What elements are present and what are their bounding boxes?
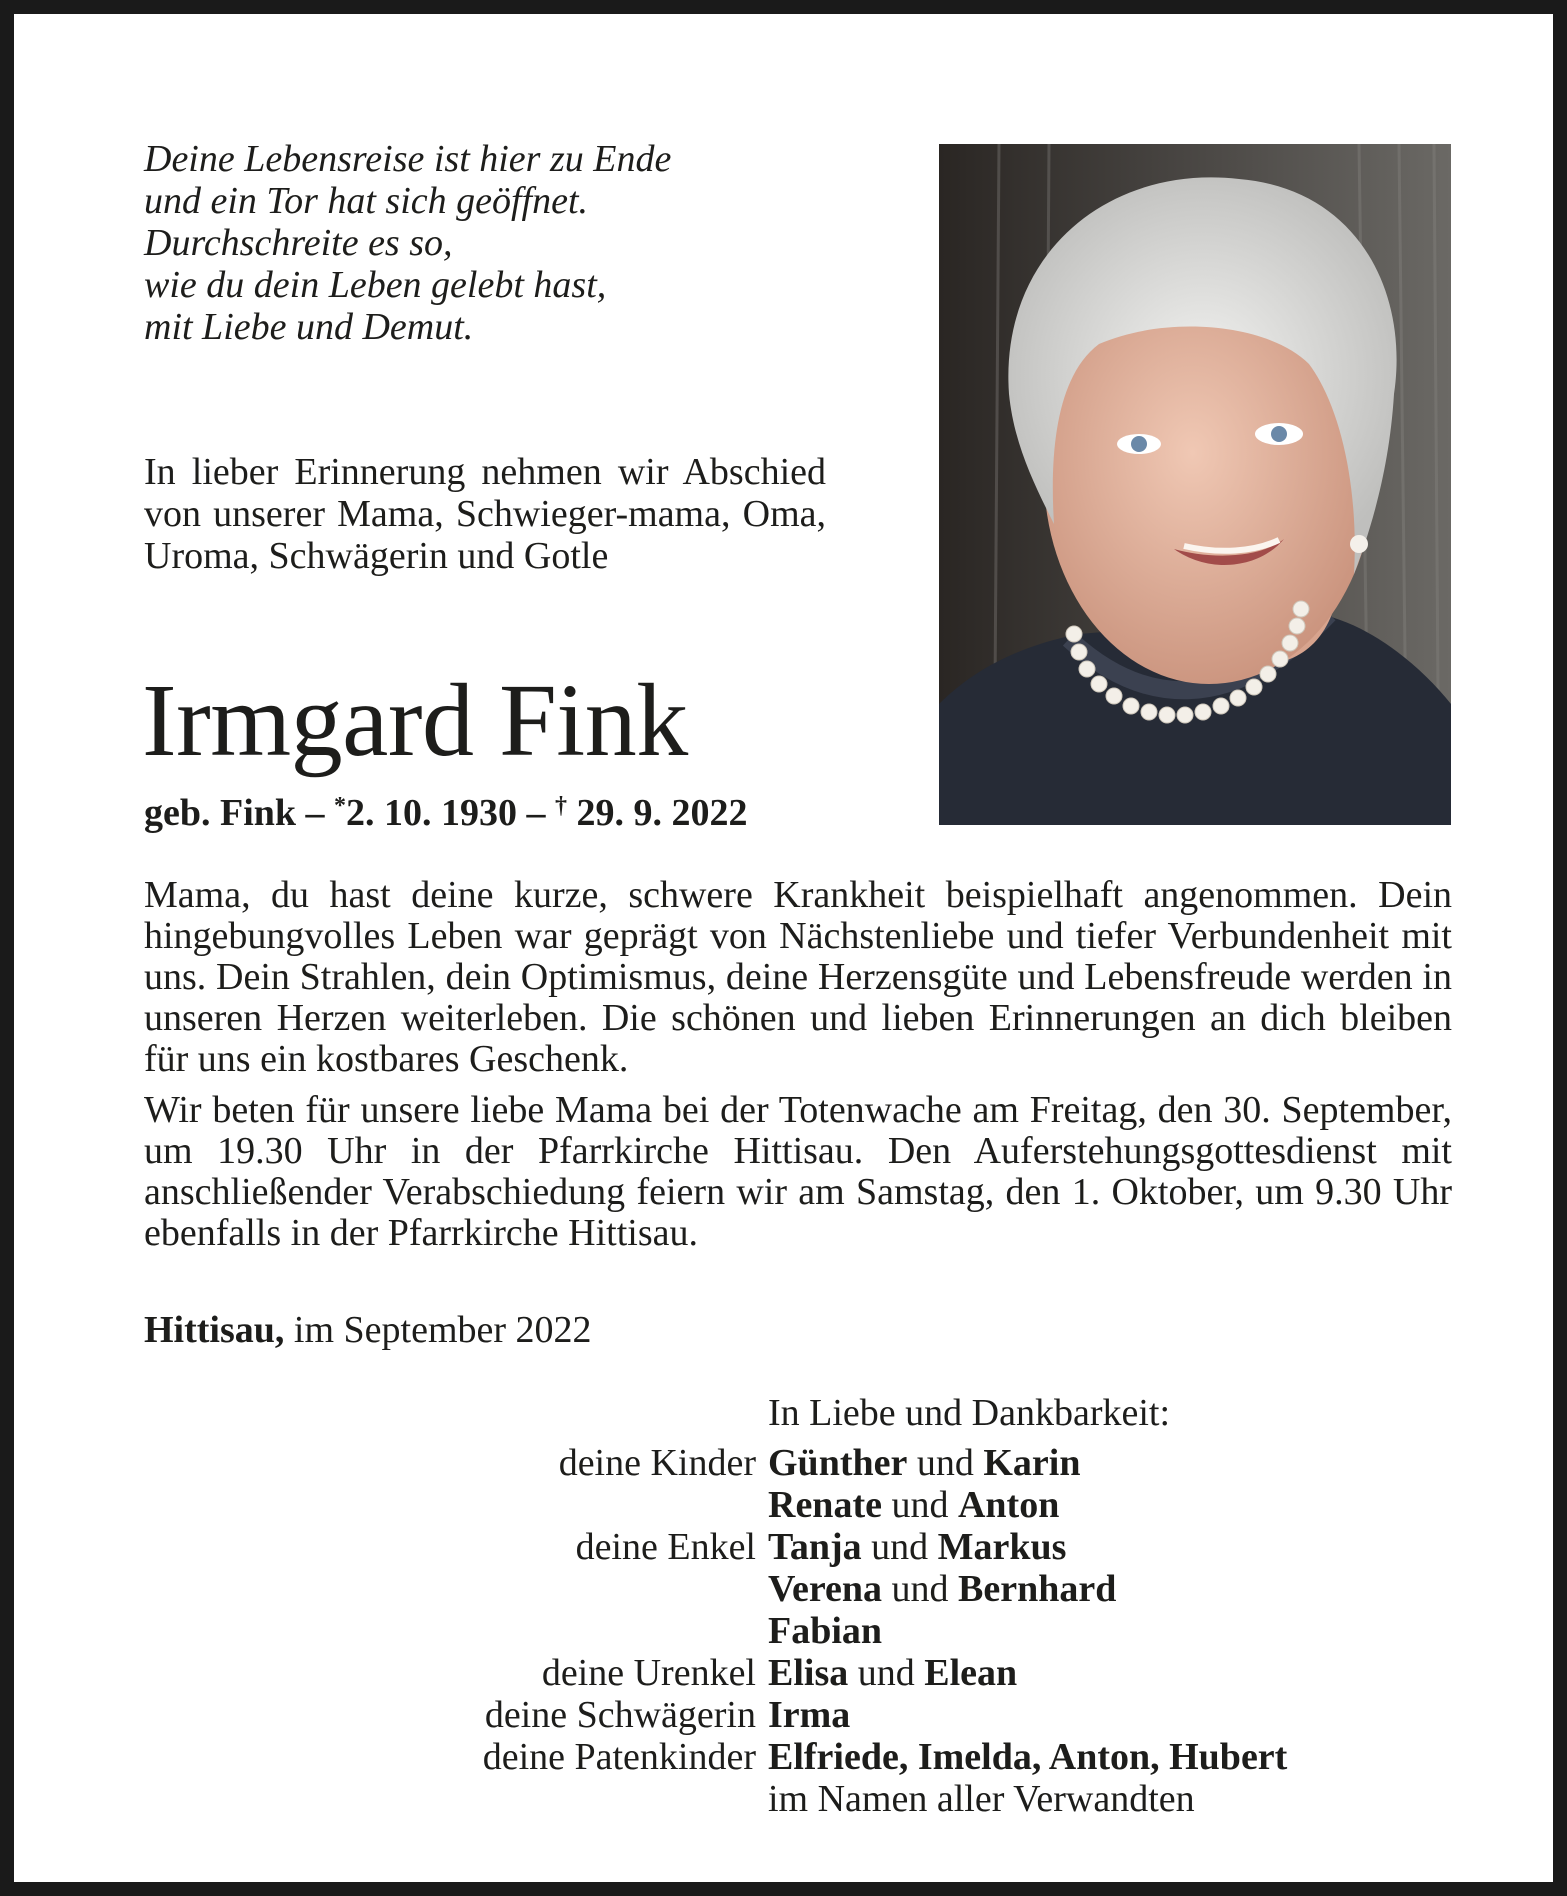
death-symbol: † bbox=[555, 793, 568, 819]
birth-name: geb. Fink – bbox=[144, 792, 335, 834]
mourner-name: Fabian bbox=[768, 1610, 883, 1652]
mourner-row bbox=[144, 1694, 1452, 1736]
poem-line: Deine Lebensreise ist hier zu Ende bbox=[144, 138, 672, 180]
mourner-name: Anton bbox=[957, 1484, 1060, 1526]
relation-label bbox=[144, 1484, 768, 1526]
poem-line: Durchschreite es so, bbox=[144, 222, 453, 264]
mourner-name: Elfriede, Imelda, Anton, Hubert bbox=[768, 1736, 1288, 1778]
obituary-body bbox=[144, 875, 1452, 1264]
death-date: 29. 9. 2022 bbox=[567, 792, 748, 834]
mourner-name: Elean bbox=[924, 1652, 1018, 1694]
poem-line: mit Liebe und Demut. bbox=[144, 306, 474, 348]
mourner-name: Karin bbox=[983, 1442, 1081, 1484]
deceased-name: Irmgard Fink bbox=[142, 663, 688, 778]
signoff-heading: In Liebe und Dankbarkeit: bbox=[768, 1392, 1171, 1434]
portrait-illustration bbox=[939, 144, 1451, 825]
connector: und bbox=[907, 1442, 984, 1484]
mourner-name: Renate bbox=[768, 1484, 882, 1526]
connector: und bbox=[881, 1484, 958, 1526]
mourner-row bbox=[144, 1526, 1452, 1568]
connector: und bbox=[861, 1526, 938, 1568]
connector: und bbox=[848, 1652, 925, 1694]
place-town: Hittisau, bbox=[144, 1309, 285, 1351]
body-paragraph: Mama, du hast deine kurze, schwere Krankheit beispielhaft angenommen. Dein hingebungvolles Leben war geprägt von Nächstenliebe und tiefer Verbundenheit mit uns. Dein Strahlen, dein Optimismus, deine Herzensgüte und Lebensfreude werden in unseren Herzen weiterleben. Die schönen und lieben Erinnerungen an dich bleiben für uns ein kostbares Geschenk. bbox=[144, 874, 1452, 1080]
mourner-name: Tanja bbox=[768, 1526, 862, 1568]
life-dates bbox=[144, 792, 748, 834]
mourner-row bbox=[144, 1778, 1452, 1820]
mourner-name: Bernhard bbox=[958, 1568, 1117, 1610]
birth-symbol: * bbox=[334, 793, 347, 819]
relation-label bbox=[144, 1610, 768, 1652]
closing-line: im Namen aller Verwandten bbox=[768, 1778, 1195, 1820]
relation-label bbox=[144, 1568, 768, 1610]
relation-label: deine Urenkel bbox=[541, 1652, 756, 1694]
place-month: im September 2022 bbox=[284, 1309, 592, 1351]
mourner-name: Verena bbox=[768, 1568, 882, 1610]
relation-label: deine Kinder bbox=[558, 1442, 756, 1484]
poem-line: und ein Tor hat sich geöffnet. bbox=[144, 180, 589, 222]
mourner-row bbox=[144, 1484, 1452, 1526]
poem-line: wie du dein Leben gelebt hast, bbox=[144, 264, 607, 306]
place-date bbox=[144, 1309, 592, 1351]
relation-label: deine Schwägerin bbox=[484, 1694, 756, 1736]
mourner-name: Markus bbox=[937, 1526, 1067, 1568]
mourner-name: Elisa bbox=[768, 1652, 849, 1694]
mourner-row bbox=[144, 1442, 1452, 1484]
body-paragraph: Wir beten für unsere liebe Mama bei der Totenwache am Freitag, den 30. September, um 19.30 Uhr in der Pfarrkirche Hittisau. Den Auferstehungsgottesdienst mit anschließender Verabschiedung feiern wir am Samstag, den 1. Oktober, um 9.30 Uhr ebenfalls in der Pfarrkirche Hittisau. bbox=[144, 1089, 1452, 1254]
birth-date: 2. 10. 1930 – bbox=[346, 792, 556, 834]
relation-label: deine Enkel bbox=[575, 1526, 756, 1568]
connector: und bbox=[882, 1568, 958, 1610]
mourner-name: Irma bbox=[768, 1694, 851, 1736]
poem bbox=[144, 138, 671, 348]
portrait-photo bbox=[939, 144, 1451, 825]
mourners-list bbox=[144, 1442, 1452, 1820]
relation-label: deine Patenkinder bbox=[482, 1736, 756, 1778]
mourner-row bbox=[144, 1610, 1452, 1652]
relation-label bbox=[144, 1778, 768, 1820]
mourner-row bbox=[144, 1652, 1452, 1694]
mourner-name: Günther bbox=[768, 1442, 908, 1484]
intro-text: In lieber Erinnerung nehmen wir Abschied von unserer Mama, Schwieger-mama, Oma, Uroma, Schwägerin und Gotle bbox=[144, 451, 826, 577]
mourner-row bbox=[144, 1568, 1452, 1610]
mourner-row bbox=[144, 1736, 1452, 1778]
